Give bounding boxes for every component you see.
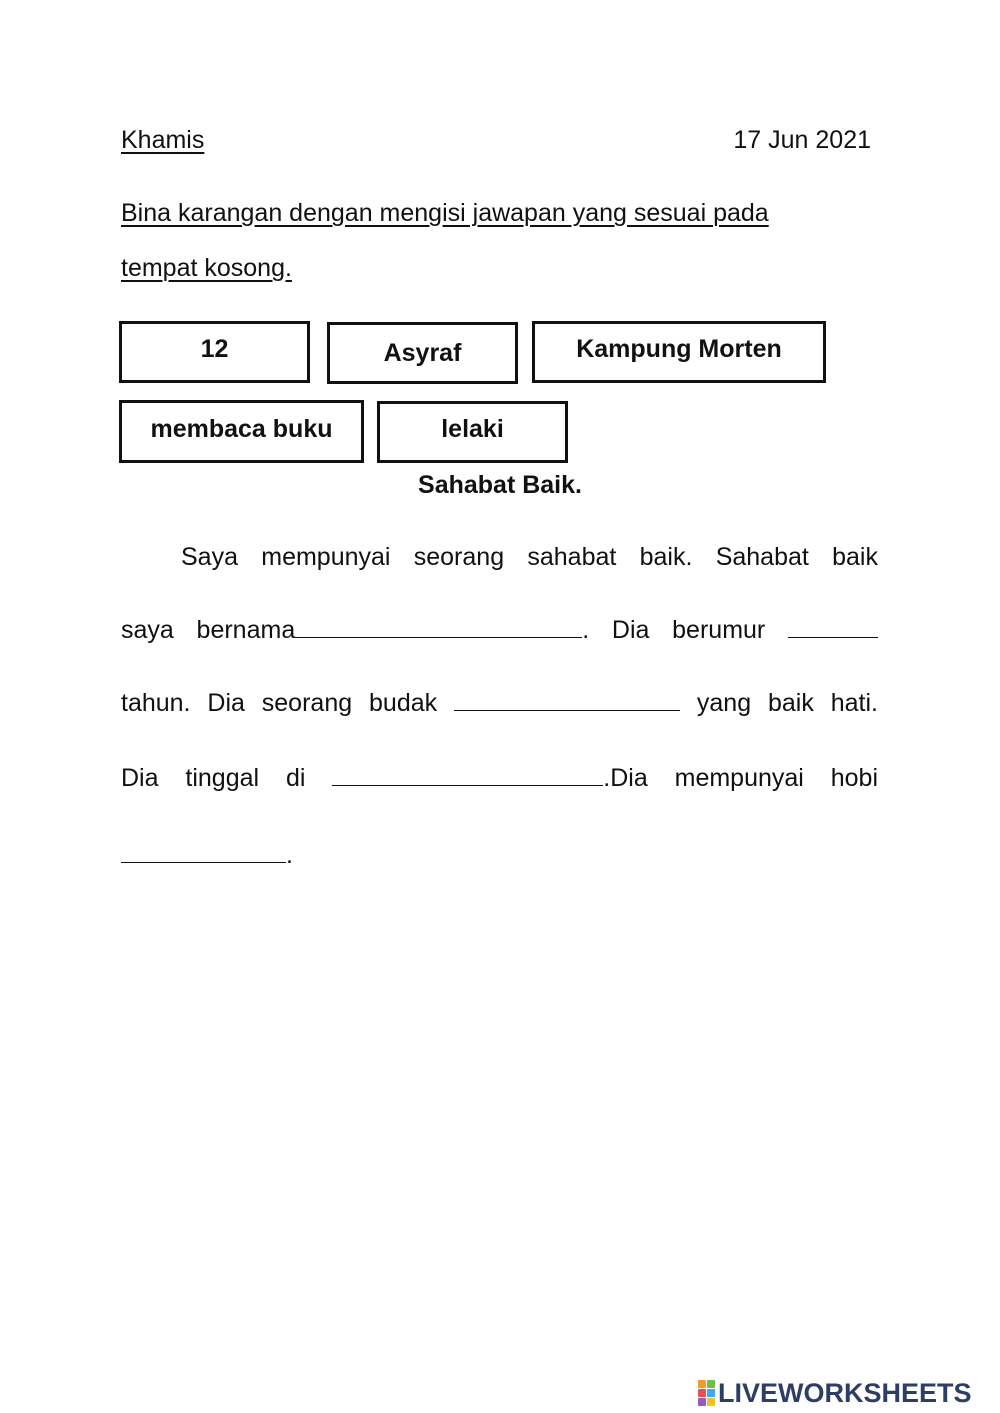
essay-word: mempunyai <box>674 764 804 792</box>
essay-word: seorang <box>413 543 505 571</box>
essay-punct: . <box>286 841 293 869</box>
essay-line-1 <box>181 542 878 572</box>
essay-word: yang <box>696 689 752 717</box>
essay-line-2 <box>121 615 878 645</box>
essay-word: Saya <box>181 543 238 571</box>
essay-word: Dia <box>207 689 245 717</box>
blank-name-input[interactable] <box>295 615 582 638</box>
word-chip-kampung-morten[interactable]: Kampung Morten <box>532 321 826 383</box>
essay-word: Dia <box>121 764 159 792</box>
essay-word: mempunyai <box>261 543 391 571</box>
blank-place-input[interactable] <box>332 763 603 786</box>
logo-square <box>698 1398 706 1406</box>
essay-word: berumur <box>672 616 766 644</box>
liveworksheets-logo-text: LIVEWORKSHEETS <box>718 1378 972 1408</box>
word-chip-asyraf[interactable]: Asyraf <box>327 322 518 384</box>
essay-word: Dia <box>611 616 650 644</box>
essay-word: Sahabat <box>715 543 809 571</box>
essay-word: baik <box>832 543 878 571</box>
word-chip-membaca-buku[interactable]: membaca buku <box>119 400 364 463</box>
essay-word: tinggal <box>185 764 260 792</box>
essay-word: bernama <box>196 616 296 644</box>
logo-square <box>707 1389 715 1397</box>
instruction-line-1: Bina karangan dengan mengisi jawapan yang sesuai pada <box>121 199 769 227</box>
essay-word <box>332 763 647 793</box>
day-label: Khamis <box>121 126 205 154</box>
liveworksheets-logo-icon <box>698 1380 715 1406</box>
essay-word: hobi <box>830 764 878 792</box>
essay-punct: . <box>582 616 590 644</box>
essay-word: saya <box>121 616 174 644</box>
liveworksheets-logo <box>698 1377 972 1409</box>
essay-word: sahabat <box>527 543 617 571</box>
blank-gender-input[interactable] <box>454 688 680 711</box>
logo-square <box>698 1389 706 1397</box>
instruction-line-2: tempat kosong. <box>121 254 292 282</box>
word-chip-12[interactable]: 12 <box>119 321 310 383</box>
essay-line-4 <box>121 763 878 793</box>
logo-square <box>707 1398 715 1406</box>
essay-title: Sahabat Baik. <box>418 471 582 499</box>
essay-word <box>197 615 590 645</box>
essay-word: di <box>285 764 306 792</box>
logo-square <box>698 1380 706 1388</box>
essay-word: hati. <box>830 689 878 717</box>
essay-word: tahun. <box>121 689 191 717</box>
essay-word: .Dia <box>603 764 648 792</box>
blank-age-input[interactable] <box>788 615 878 638</box>
essay-line-3 <box>121 688 878 718</box>
essay-word: budak <box>369 689 438 717</box>
essay-line-5 <box>121 840 293 870</box>
logo-square <box>707 1380 715 1388</box>
essay-word: baik <box>767 689 814 717</box>
blank-hobby-input[interactable] <box>121 840 286 863</box>
essay-word: baik. <box>639 543 693 571</box>
essay-word: seorang <box>261 689 353 717</box>
word-chip-lelaki[interactable]: lelaki <box>377 401 568 463</box>
date-label: 17 Jun 2021 <box>733 126 871 154</box>
